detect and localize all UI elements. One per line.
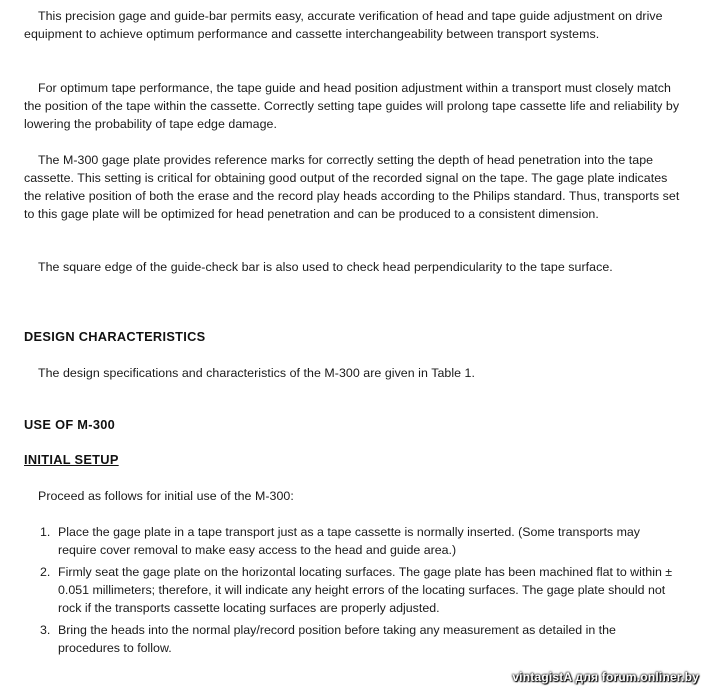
setup-step-text: Bring the heads into the normal play/record position before taking any measurement as detailed in the procedures to follow. [58,623,616,655]
forum-watermark: vintagistA для forum.onliner.by [512,670,699,684]
setup-step-text: Place the gage plate in a tape transport just as a tape cassette is normally inserted. (Some transports may require cover removal to make easy access to the head and guide area.) [58,525,640,557]
gage-plate-paragraph-text: The M-300 gage plate provides reference marks for correctly setting the depth of head penetration into the tape cassette. This setting is critical for obtaining good output of the recorded signal on the tape. The gage plate indicates the relative position of both the erase and the record play heads according to the Philips standard. Thus, transports set to this gage plate will be optimized for head penetration and can be produced to a consistent dimension. [24,153,680,221]
use-of-m300-heading: USE OF M-300 [24,417,116,432]
setup-step [40,563,680,617]
setup-steps-list [40,523,680,661]
design-characteristics-heading: DESIGN CHARACTERISTICS [24,329,206,344]
setup-step [40,523,680,559]
setup-step-text: Firmly seat the gage plate on the horizontal locating surfaces. The gage plate has been machined flat to within ± 0.051 millimeters; therefore, it will indicate any height errors of the locating surfaces. The gage plate should not rock if the transports cassette locating surfaces are properly adjusted. [58,565,673,615]
setup-step-number: 1. [40,525,51,539]
design-characteristics-text: The design specifications and characteristics of the M-300 are given in Table 1. [38,366,475,380]
guide-check-bar-paragraph [24,258,684,276]
guide-check-bar-paragraph-text: The square edge of the guide-check bar is also used to check head perpendicularity to the tape surface. [38,260,613,274]
initial-setup-intro-text: Proceed as follows for initial use of the M-300: [38,489,294,503]
intro-paragraph [24,7,684,43]
initial-setup-intro [24,487,684,505]
intro-paragraph-text: This precision gage and guide-bar permits easy, accurate verification of head and tape guide adjustment on drive equipment to achieve optimum performance and cassette interchangeability between transport systems. [24,9,663,41]
gage-plate-paragraph [24,151,684,223]
tape-performance-paragraph [24,79,684,133]
setup-step [40,621,680,657]
initial-setup-subheading: INITIAL SETUP [24,452,119,467]
design-characteristics-paragraph [24,364,684,382]
setup-step-number: 2. [40,565,51,579]
setup-step-number: 3. [40,623,51,637]
tape-performance-paragraph-text: For optimum tape performance, the tape guide and head position adjustment within a transport must closely match the position of the tape within the cassette. Correctly setting tape guides will prolong tape cassette life and reliability by lowering the probability of tape edge damage. [24,81,680,131]
